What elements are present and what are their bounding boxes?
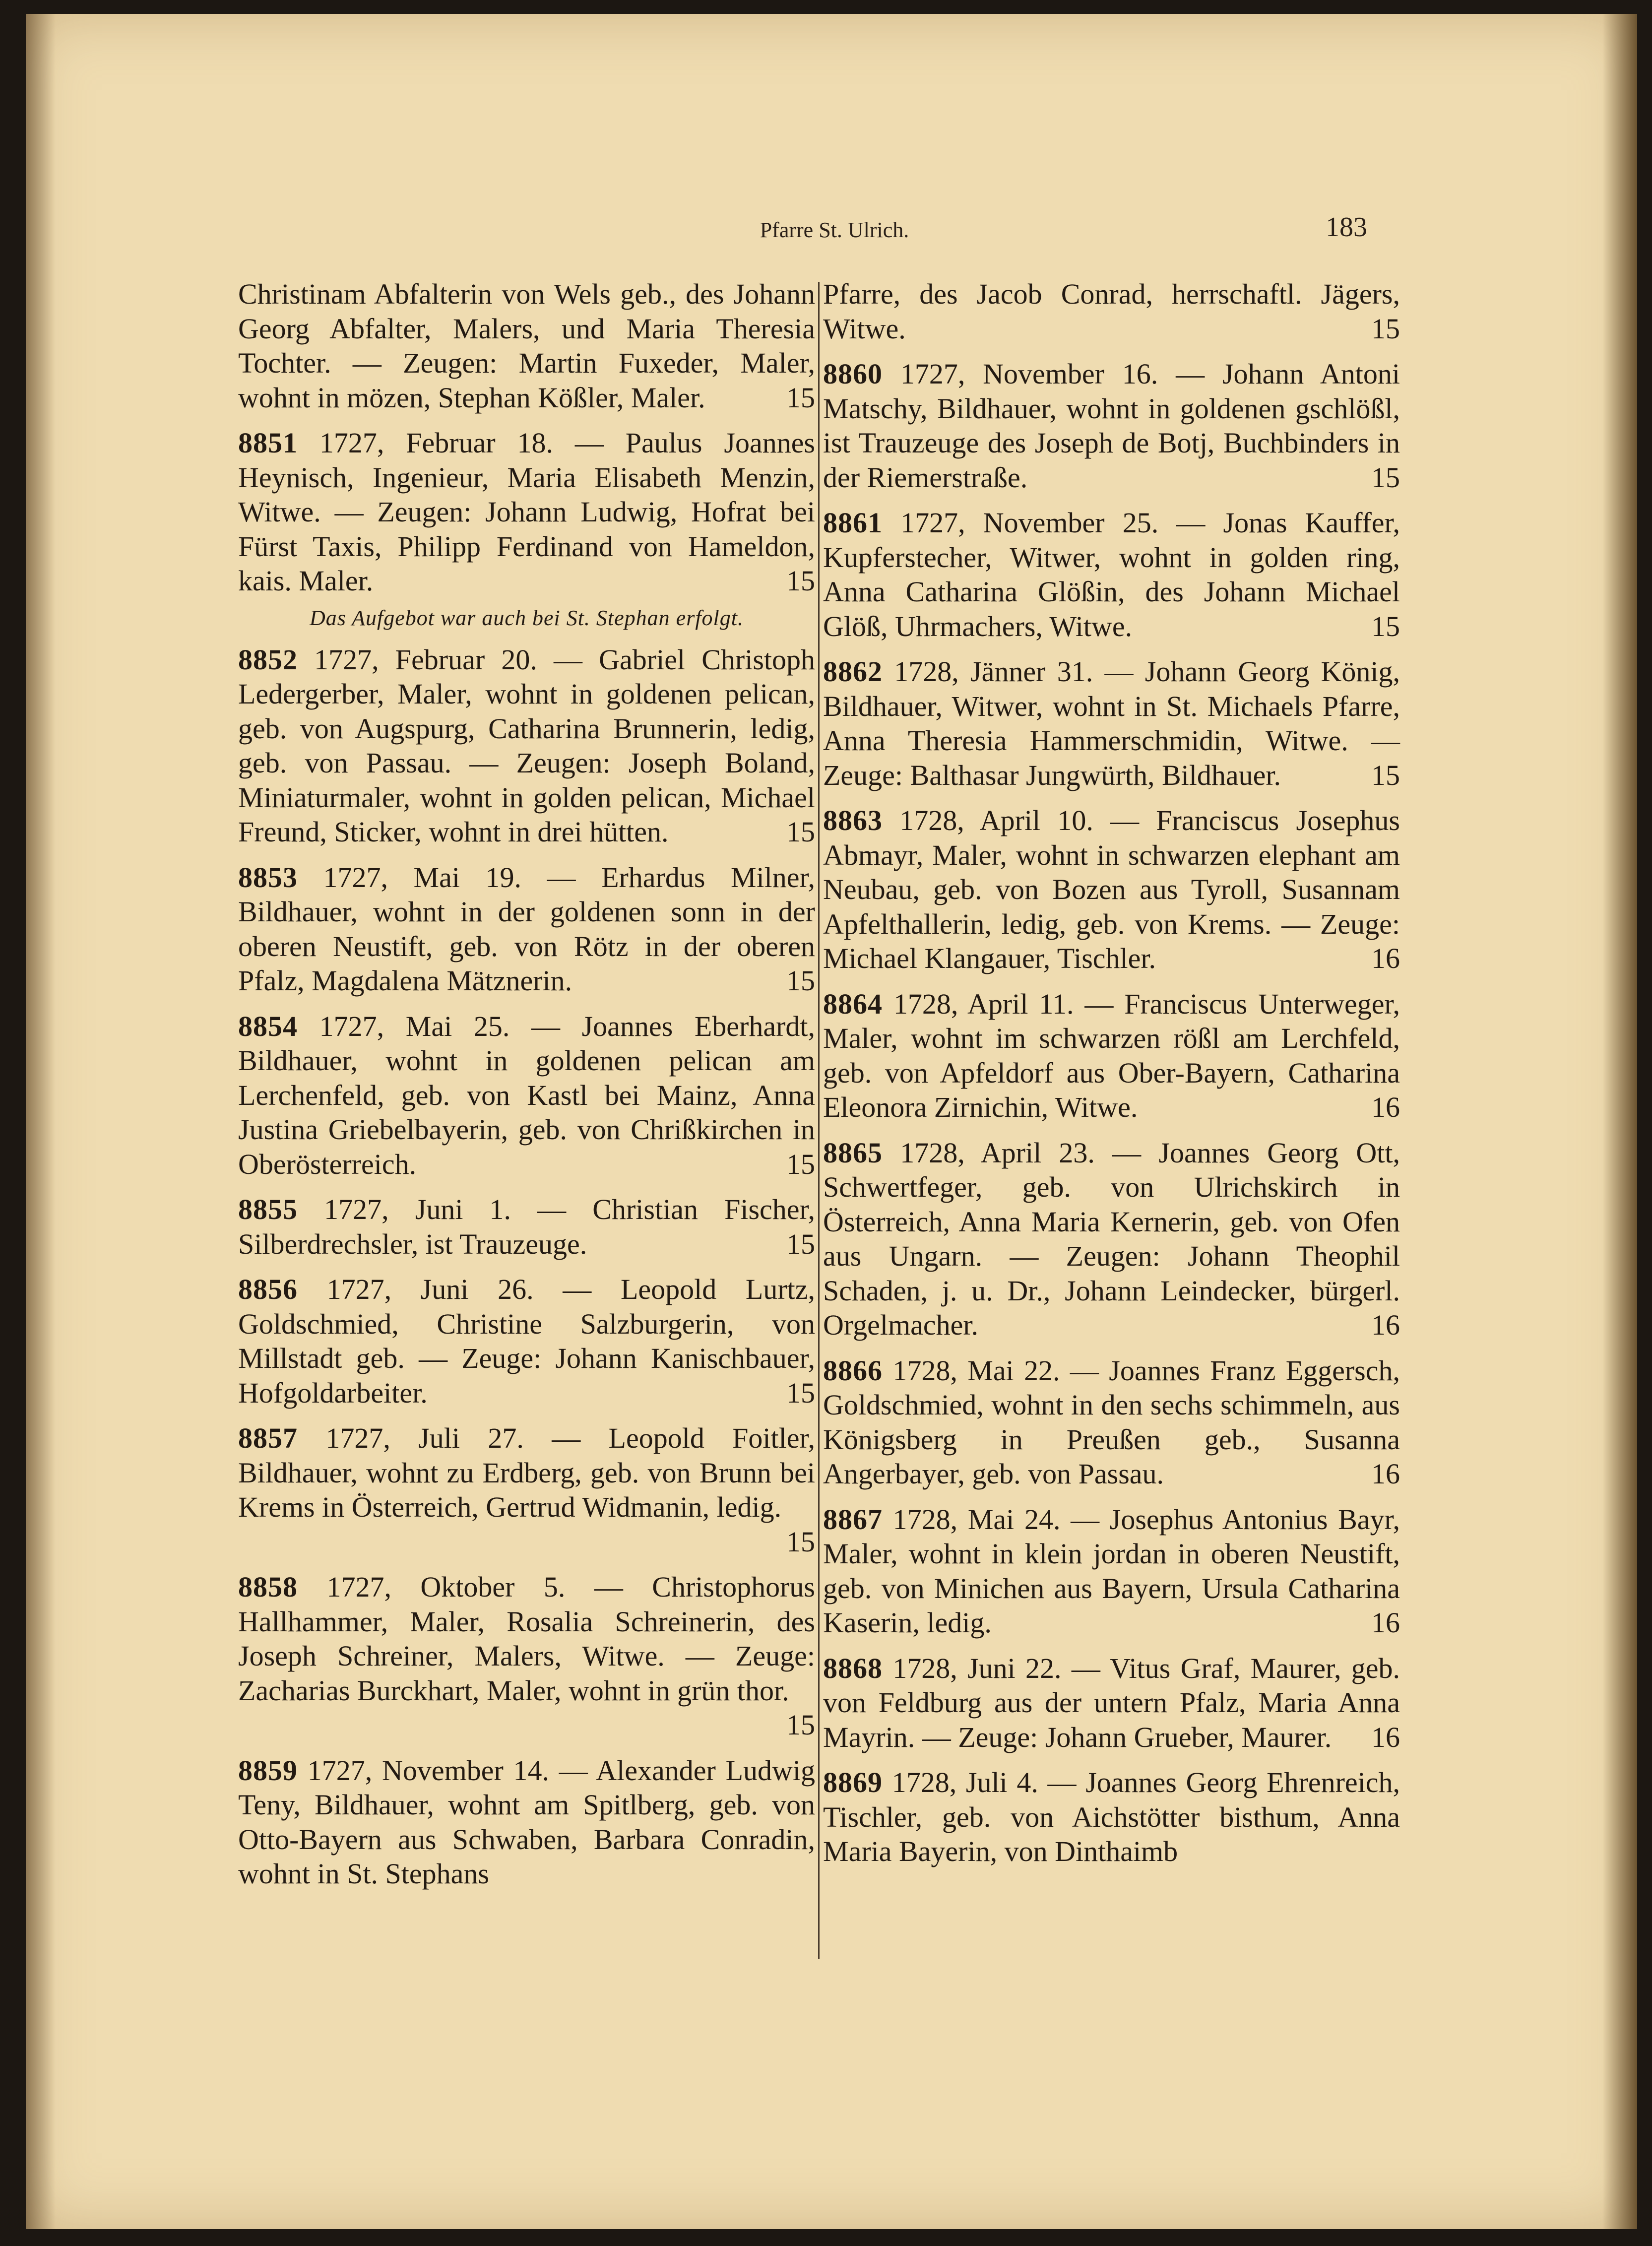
entry-number: 8863 bbox=[823, 804, 883, 836]
entry-fee: 16 bbox=[1371, 1091, 1400, 1123]
record-entry bbox=[238, 1192, 815, 1261]
entry-text: Christinam Abfalterin von Wels geb., des Johann Georg Abfalter, Malers, und Maria Theresia Tochter. — Zeugen: Martin Fuxeder, Maler, wohnt in mözen, Stephan Kößler, Maler. bbox=[238, 278, 815, 414]
record-entry bbox=[823, 1765, 1400, 1869]
entry-fee: 16 bbox=[1371, 1721, 1400, 1753]
entry-fee: 15 bbox=[786, 816, 815, 848]
record-entry bbox=[823, 803, 1400, 976]
entry-fee: 15 bbox=[1371, 312, 1400, 345]
entry-fee: 16 bbox=[1371, 942, 1400, 974]
entry-number: 8853 bbox=[238, 861, 298, 894]
entry-fee: 15 bbox=[1371, 610, 1400, 642]
entry-number: 8869 bbox=[823, 1766, 883, 1798]
entry-number: 8860 bbox=[823, 358, 883, 390]
record-entry bbox=[823, 506, 1400, 643]
continued-entry bbox=[823, 277, 1400, 346]
record-entry bbox=[823, 1136, 1400, 1343]
entry-number: 8851 bbox=[238, 427, 298, 459]
entry-text: 1727, November 14. — Alexander Ludwig Teny, Bildhauer, wohnt am Spitlberg, geb. von Otto-Bayern aus Schwaben, Barbara Conradin, wohnt in St. Stephans bbox=[238, 1754, 816, 1890]
binding-shadow bbox=[26, 14, 56, 2229]
entry-fee: 15 bbox=[786, 1525, 815, 1558]
record-entry bbox=[823, 1502, 1400, 1640]
entry-number: 8857 bbox=[238, 1422, 298, 1454]
entry-text: 1728, April 23. — Joannes Georg Ott, Schwertfeger, geb. von Ulrichskirch in Österreich, Anna Maria Kernerin, geb. von Ofen aus Ungarn. — Zeugen: Johann Theophil Schaden, j. u. Dr., Johann Leindecker, bürgerl. Orgelmacher. bbox=[823, 1136, 1400, 1341]
entry-text: 1728, Mai 22. — Joannes Franz Eggersch, Goldschmied, wohnt in den sechs schimmeln, aus Königsberg in Preußen geb., Susanna Angerbayer, geb. von Passau. bbox=[823, 1354, 1400, 1490]
entry-number: 8865 bbox=[823, 1136, 883, 1169]
entry-number: 8859 bbox=[238, 1754, 298, 1787]
page-edge bbox=[1602, 14, 1637, 2229]
right-column bbox=[823, 277, 1400, 1974]
record-entry bbox=[823, 1651, 1400, 1755]
entry-text: 1727, Februar 20. — Gabriel Christoph Ledergerber, Maler, wohnt in goldenen pelican, geb. von Augspurg, Catharina Brunnerin, ledig, geb. von Passau. — Zeugen: Joseph Boland, Miniaturmaler, wohnt in golden pelican, Michael Freund, Sticker, wohnt in drei hütten. bbox=[238, 643, 815, 848]
entry-text: 1727, Oktober 5. — Christophorus Hallhammer, Maler, Rosalia Schreinerin, des Joseph Schreiner, Malers, Witwe. — Zeuge: Zacharias Burckhart, Maler, wohnt in grün thor. bbox=[238, 1571, 815, 1707]
entry-fee: 15 bbox=[786, 964, 815, 997]
page-number: 183 bbox=[1326, 212, 1367, 243]
entry-number: 8855 bbox=[238, 1193, 298, 1225]
record-entry bbox=[238, 642, 815, 849]
entry-fee: 16 bbox=[1371, 1309, 1400, 1341]
entry-text: 1728, Jänner 31. — Johann Georg König, Bildhauer, Witwer, wohnt in St. Michaels Pfarre, Anna Theresia Hammerschmidin, Witwe. — Zeuge: Balthasar Jungwürth, Bildhauer. bbox=[823, 655, 1400, 791]
entry-fee: 15 bbox=[1371, 759, 1400, 791]
entry-fee: 15 bbox=[786, 1148, 815, 1180]
entry-number: 8868 bbox=[823, 1652, 883, 1684]
entry-text: 1727, Juni 26. — Leopold Lurtz, Goldschmied, Christine Salzburgerin, von Millstadt geb. — Zeuge: Johann Kanischbauer, Hofgoldarbeiter. bbox=[238, 1273, 815, 1409]
entry-number: 8866 bbox=[823, 1354, 883, 1387]
entry-text: 1727, Mai 19. — Erhardus Milner, Bildhauer, wohnt in der goldenen sonn in der oberen Neustift, geb. von Rötz in der oberen Pfalz, Magdalena Mätznerin. bbox=[238, 861, 815, 997]
entry-fee: 16 bbox=[1371, 1458, 1400, 1490]
entry-text: 1727, Februar 18. — Paulus Joannes Heynisch, Ingenieur, Maria Elisabeth Menzin, Witwe. — Zeugen: Johann Ludwig, Hofrat bei Fürst Taxis, Philipp Ferdinand von Hameldon, kais. Maler. bbox=[238, 427, 816, 597]
column-divider bbox=[818, 282, 820, 1959]
entry-number: 8864 bbox=[823, 987, 883, 1020]
entry-text: 1727, Juni 1. — Christian Fischer, Silberdrechsler, ist Trauzeuge. bbox=[238, 1193, 816, 1260]
record-entry bbox=[238, 1272, 815, 1410]
entry-number: 8858 bbox=[238, 1571, 298, 1603]
entry-text: 1727, Juli 27. — Leopold Foitler, Bildhauer, wohnt zu Erdberg, geb. von Brunn bei Krems in Österreich, Gertrud Widmanin, ledig. bbox=[238, 1422, 816, 1523]
left-column bbox=[238, 277, 815, 1974]
entry-number: 8854 bbox=[238, 1010, 298, 1042]
record-entry bbox=[238, 1009, 815, 1182]
record-entry bbox=[823, 654, 1400, 792]
record-entry bbox=[238, 1570, 815, 1742]
entry-text: 1728, Mai 24. — Josephus Antonius Bayr, Maler, wohnt in klein jordan in oberen Neustift, geb. von Minichen aus Bayern, Ursula Catharina Kaserin, ledig. bbox=[823, 1503, 1400, 1639]
entry-fee: 15 bbox=[786, 1227, 815, 1260]
entry-fee: 15 bbox=[786, 1376, 815, 1409]
entry-footnote: Das Aufgebot war auch bei St. Stephan erfolgt. bbox=[309, 605, 744, 630]
record-entry bbox=[238, 426, 815, 598]
record-entry bbox=[823, 987, 1400, 1125]
entry-text: Pfarre, des Jacob Conrad, herrschaftl. Jägers, Witwe. bbox=[823, 278, 1400, 345]
entry-number: 8867 bbox=[823, 1503, 883, 1536]
entry-text: 1728, Juli 4. — Joannes Georg Ehrenreich, Tischler, geb. von Aichstötter bisthum, Anna Maria Bayerin, von Dinthaimb bbox=[823, 1766, 1400, 1867]
entry-text: 1728, April 11. — Franciscus Unterweger, Maler, wohnt im schwarzen rößl am Lerchfeld, geb. von Apfeldorf aus Ober-Bayern, Catharina Eleonora Zirnichin, Witwe. bbox=[823, 987, 1400, 1123]
record-entry bbox=[238, 1421, 815, 1559]
entry-fee: 15 bbox=[786, 565, 815, 597]
entry-text: 1727, November 25. — Jonas Kauffer, Kupferstecher, Witwer, wohnt in golden ring, Anna Catharina Glößin, des Johann Michael Glöß, Uhrmachers, Witwe. bbox=[823, 507, 1400, 642]
record-entry bbox=[238, 860, 815, 998]
entry-number: 8852 bbox=[238, 643, 298, 676]
entry-number: 8861 bbox=[823, 507, 883, 539]
entry-fee: 15 bbox=[786, 381, 815, 414]
entry-number: 8862 bbox=[823, 655, 883, 688]
entry-number: 8856 bbox=[238, 1273, 298, 1305]
entry-text: 1727, Mai 25. — Joannes Eberhardt, Bildhauer, wohnt in goldenen pelican am Lerchenfeld, geb. von Kastl bei Mainz, Anna Justina Griebelbayerin, geb. von Chrißkirchen in Oberösterreich. bbox=[238, 1010, 816, 1180]
record-entry bbox=[823, 357, 1400, 495]
entry-text: 1728, April 10. — Franciscus Josephus Abmayr, Maler, wohnt in schwarzen elephant am Neubau, geb. von Bozen aus Tyroll, Susannam Apfelthallerin, ledig, geb. von Krems. — Zeuge: Michael Klangauer, Tischler. bbox=[823, 804, 1400, 974]
entry-text: 1728, Juni 22. — Vitus Graf, Maurer, geb. von Feldburg aus der untern Pfalz, Maria Anna Mayrin. — Zeuge: Johann Grueber, Maurer. bbox=[823, 1652, 1400, 1753]
book-page bbox=[26, 14, 1637, 2229]
running-header: Pfarre St. Ulrich. bbox=[760, 218, 909, 242]
entry-text: 1727, November 16. — Johann Antoni Matschy, Bildhauer, wohnt in goldenen gschlößl, ist Trauzeuge des Joseph de Botj, Buchbinders in der Riemerstraße. bbox=[823, 358, 1400, 494]
entry-fee: 15 bbox=[1371, 461, 1400, 494]
continued-entry bbox=[238, 277, 815, 415]
record-entry bbox=[823, 1353, 1400, 1491]
entry-fee: 15 bbox=[786, 1709, 815, 1741]
entry-fee: 16 bbox=[1371, 1606, 1400, 1639]
record-entry bbox=[238, 1753, 815, 1891]
